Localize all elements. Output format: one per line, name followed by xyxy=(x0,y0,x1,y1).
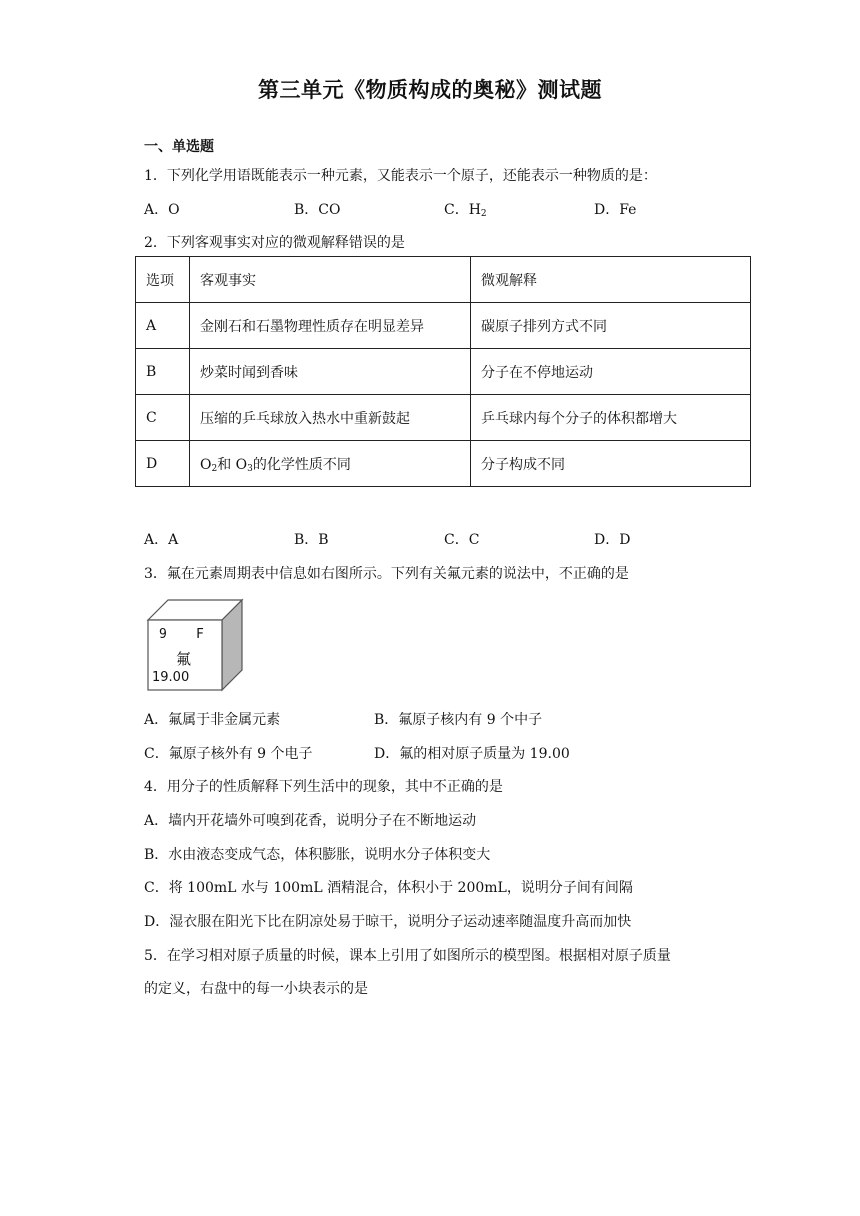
table-row xyxy=(136,349,751,395)
question-1-text: 1．下列化学用语既能表示一种元素，又能表示一个原子，还能表示一种物质的是： xyxy=(144,168,657,184)
table-cell-fact: 炒菜时闻到香味 xyxy=(190,349,471,395)
table-cell-option: A xyxy=(136,303,190,349)
section-heading: 一、单选题 xyxy=(144,139,214,155)
q2-option-b: B．B xyxy=(294,532,329,548)
element-symbol: F xyxy=(196,627,204,642)
element-name: 氟 xyxy=(176,650,192,668)
table-cell-explain: 碳原子排列方式不同 xyxy=(471,303,751,349)
q2-option-d: D．D xyxy=(594,532,631,548)
table-header-fact: 客观事实 xyxy=(190,257,471,303)
table-cell-explain: 分子构成不同 xyxy=(471,441,751,487)
table-row xyxy=(136,303,751,349)
q3-option-c: C．氟原子核外有 9 个电子 xyxy=(144,746,313,762)
table-header-option: 选项 xyxy=(136,257,190,303)
question-4-text: 4．用分子的性质解释下列生活中的现象，其中不正确的是 xyxy=(144,779,503,795)
table-row xyxy=(136,395,751,441)
element-tile xyxy=(146,598,246,694)
q3-option-d: D．氟的相对原子质量为 19.00 xyxy=(374,746,570,762)
table-row xyxy=(136,441,751,487)
table-cell-fact: $O_2$和 $O_3$的化学性质不同 xyxy=(190,441,471,487)
q4-option-a: A．墙内开花墙外可嗅到花香，说明分子在不断地运动 xyxy=(144,813,477,829)
table-cell-fact: 金刚石和石墨物理性质存在明显差异 xyxy=(190,303,471,349)
question-5-text-line2: 的定义，右盘中的每一小块表示的是 xyxy=(144,981,368,997)
q3-option-a: A．氟属于非金属元素 xyxy=(144,712,281,728)
question-2-text: 2．下列客观事实对应的微观解释错误的是 xyxy=(144,235,405,251)
q2-option-a: A．A xyxy=(144,532,179,548)
element-number: 9 xyxy=(159,627,167,642)
table-cell-option: C xyxy=(136,395,190,441)
q1-option-a: A．O xyxy=(144,202,180,218)
table-header-explain: 微观解释 xyxy=(471,257,751,303)
question-5-text-line1: 5．在学习相对原子质量的时候，课本上引用了如图所示的模型图。根据相对原子质量 xyxy=(144,948,671,964)
table-header-row xyxy=(136,257,751,303)
element-mass: 19.00 xyxy=(152,670,190,685)
table-cell-option: B xyxy=(136,349,190,395)
table-cell-explain: 分子在不停地运动 xyxy=(471,349,751,395)
q2-option-c: C．C xyxy=(444,532,480,548)
q3-option-b: B．氟原子核内有 9 个中子 xyxy=(374,712,543,728)
table-cell-explain: 乒乓球内每个分子的体积都增大 xyxy=(471,395,751,441)
question-3-text: 3．氟在元素周期表中信息如右图所示。下列有关氟元素的说法中，不正确的是 xyxy=(144,566,629,582)
q4-option-b: B．水由液态变成气态，体积膨胀，说明水分子体积变大 xyxy=(144,847,491,863)
q1-option-b: B．CO xyxy=(294,202,341,218)
q4-option-d: D．湿衣服在阳光下比在阴凉处易于晾干，说明分子运动速率随温度升高而加快 xyxy=(144,914,632,930)
facts-table xyxy=(135,256,751,487)
page-title: 第三单元《物质构成的奥秘》测试题 xyxy=(258,78,602,102)
q1-option-d: D．Fe xyxy=(594,202,637,218)
q1-option-c: C．$H_2$ xyxy=(444,202,487,219)
table-cell-fact: 压缩的乒乓球放入热水中重新鼓起 xyxy=(190,395,471,441)
q4-option-c: C．将 100mL 水与 100mL 酒精混合，体积小于 200mL，说明分子间有间隔 xyxy=(144,880,633,896)
table-cell-option: D xyxy=(136,441,190,487)
